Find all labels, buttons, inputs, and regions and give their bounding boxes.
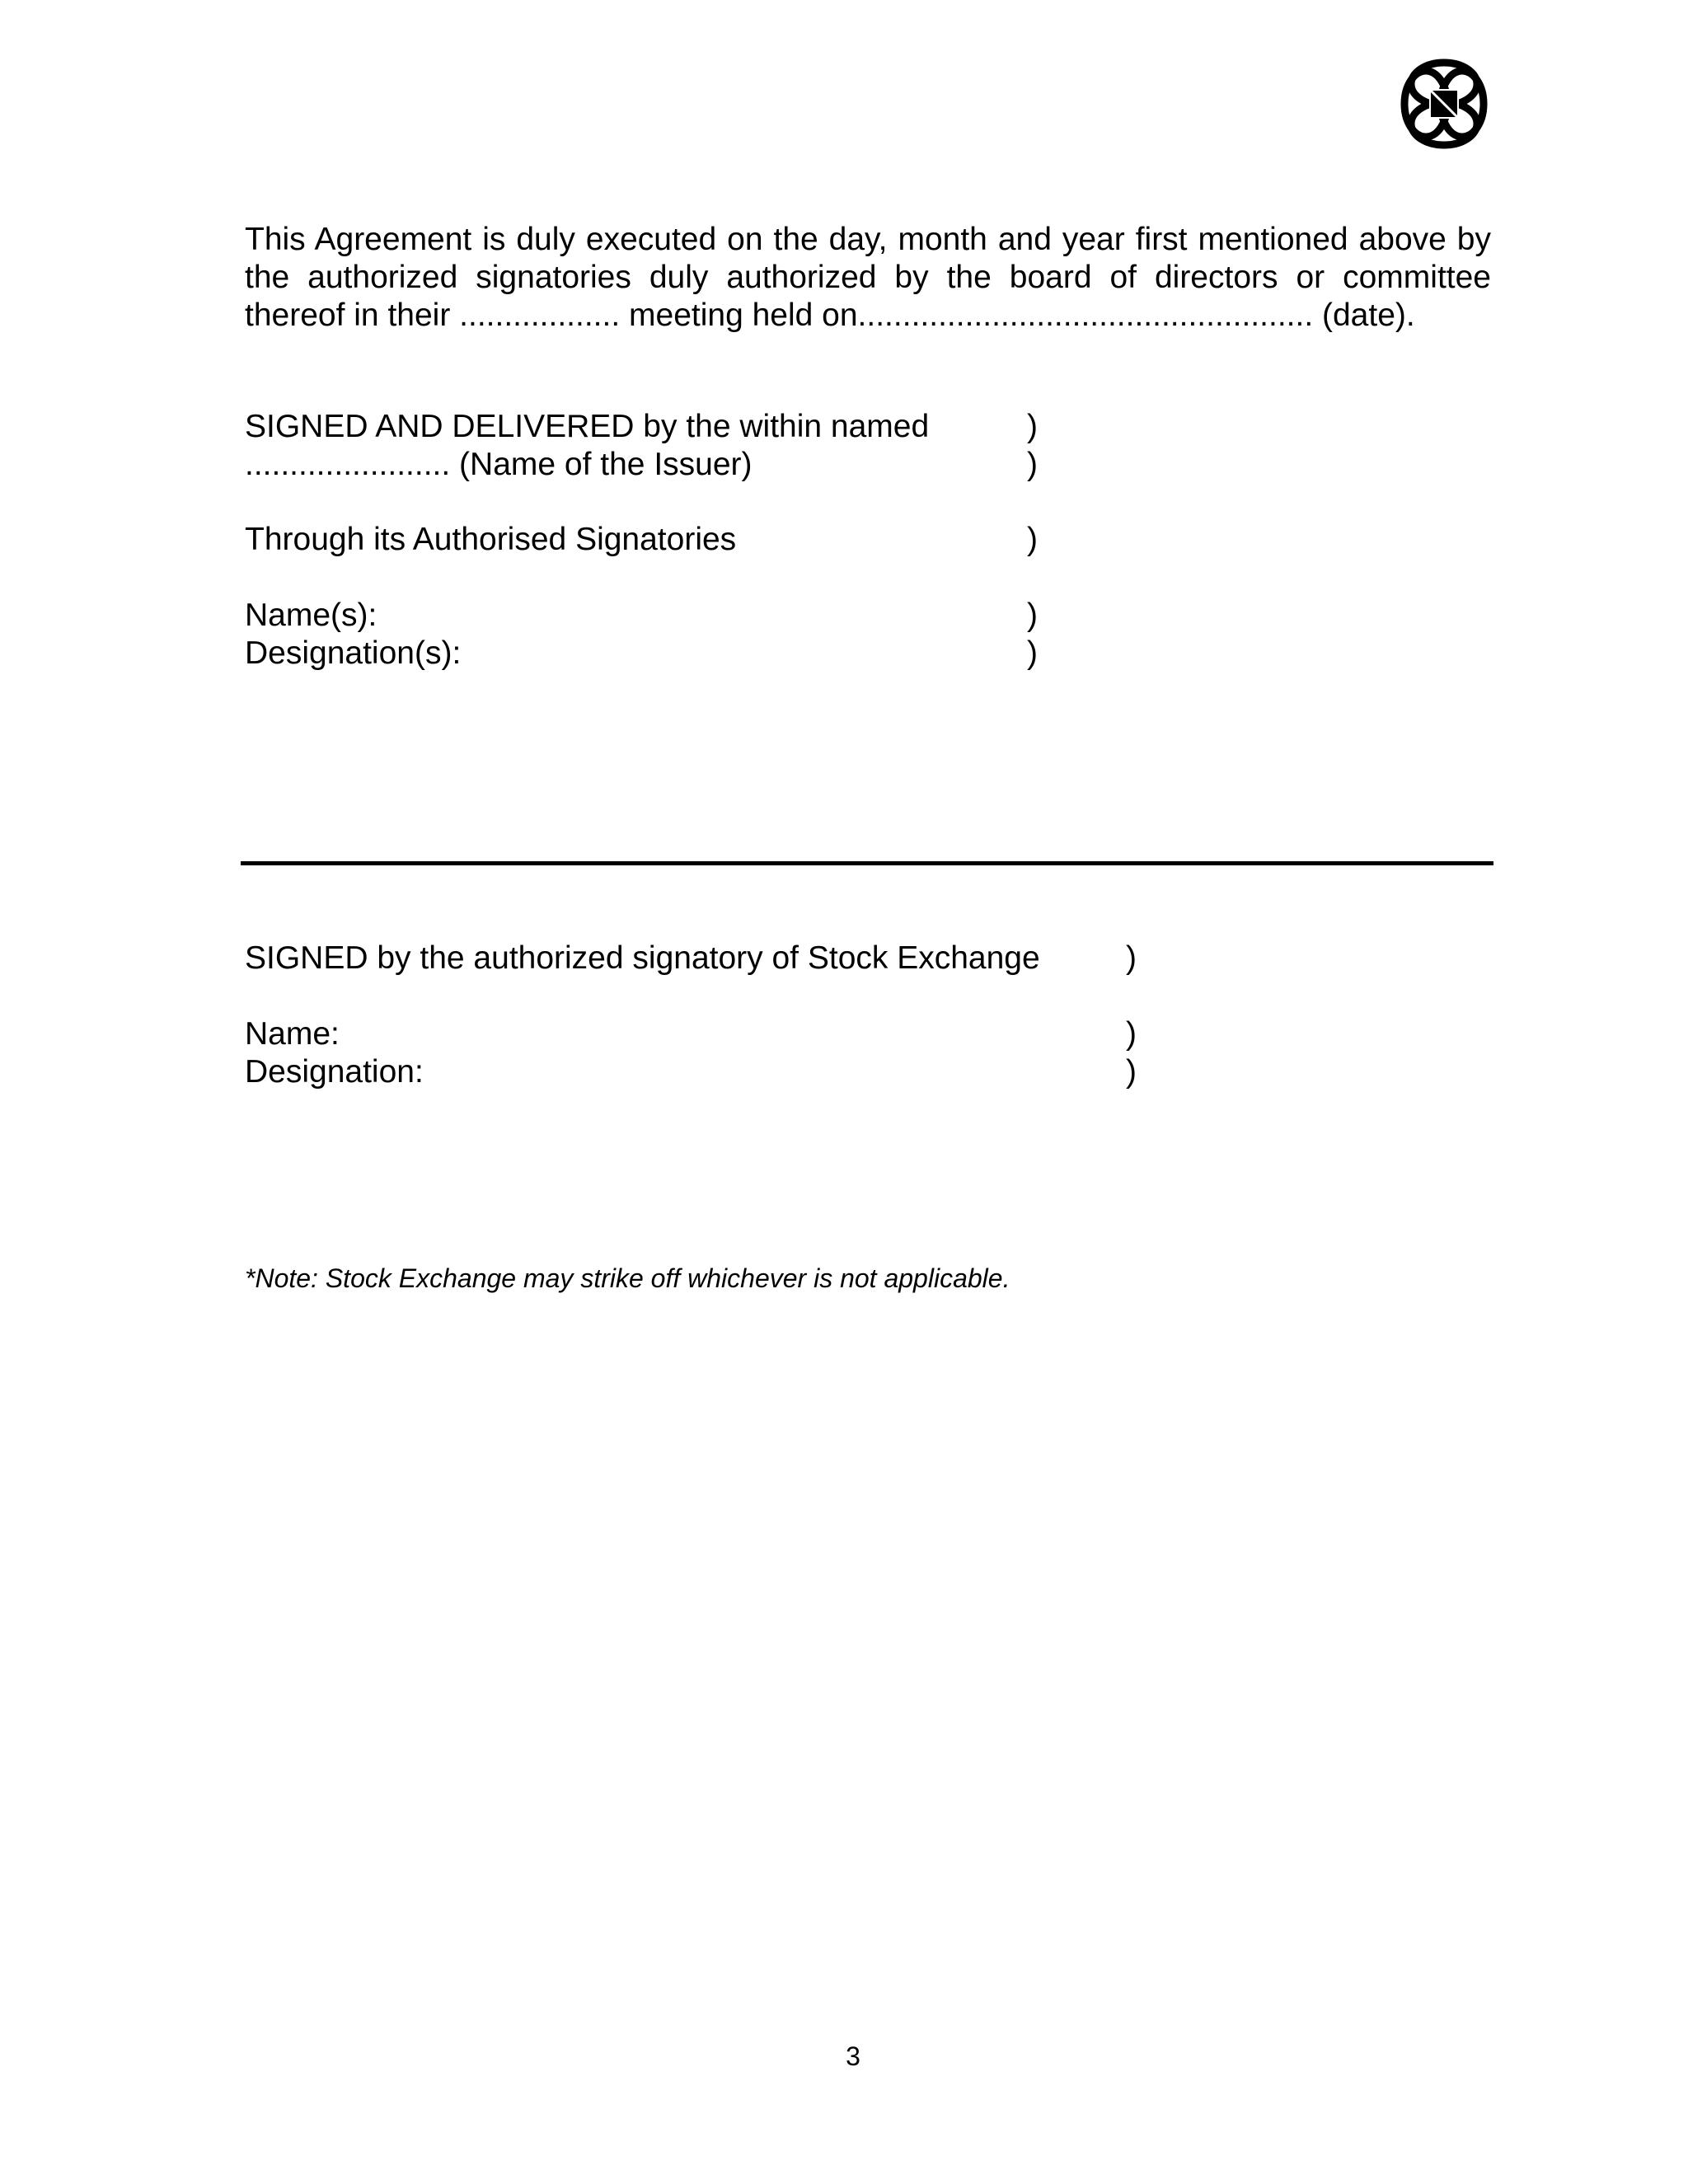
exchange-name-label: Name: (245, 1016, 340, 1052)
applicability-note: *Note: Stock Exchange may strike off whichever is not applicable. (245, 1263, 1010, 1293)
exchange-paren-1: ) (1126, 940, 1137, 976)
issuer-paren-3: ) (1027, 522, 1038, 557)
issuer-signed-line: SIGNED AND DELIVERED by the within named (245, 409, 930, 444)
section-divider (241, 861, 1493, 865)
agreement-line-3: thereof in their .................. meeting held on................................................... (date). (245, 298, 1415, 333)
agreement-line-2: the authorized signatories duly authorized by the board of directors or committee (245, 260, 1491, 295)
issuer-designations-label: Designation(s): (245, 635, 462, 671)
issuer-names-label: Name(s): (245, 598, 377, 633)
issuer-through-line: Through its Authorised Signatories (245, 522, 737, 557)
issuer-name-line: ....................... (Name of the Issuer) (245, 447, 753, 482)
issuer-paren-2: ) (1027, 447, 1038, 482)
issuer-paren-1: ) (1027, 409, 1038, 444)
circular-interlocking-logo-icon (1400, 58, 1489, 150)
exchange-signed-line: SIGNED by the authorized signatory of Stock Exchange (245, 940, 1040, 976)
page-number: 3 (846, 2041, 860, 2071)
issuer-paren-5: ) (1027, 635, 1038, 671)
exchange-designation-label: Designation: (245, 1054, 424, 1090)
issuer-paren-4: ) (1027, 598, 1038, 633)
agreement-line-1: This Agreement is duly executed on the day, month and year first mentioned above by (245, 222, 1491, 257)
exchange-paren-3: ) (1126, 1054, 1137, 1090)
agreement-paragraph (245, 221, 1491, 335)
exchange-paren-2: ) (1126, 1016, 1137, 1052)
